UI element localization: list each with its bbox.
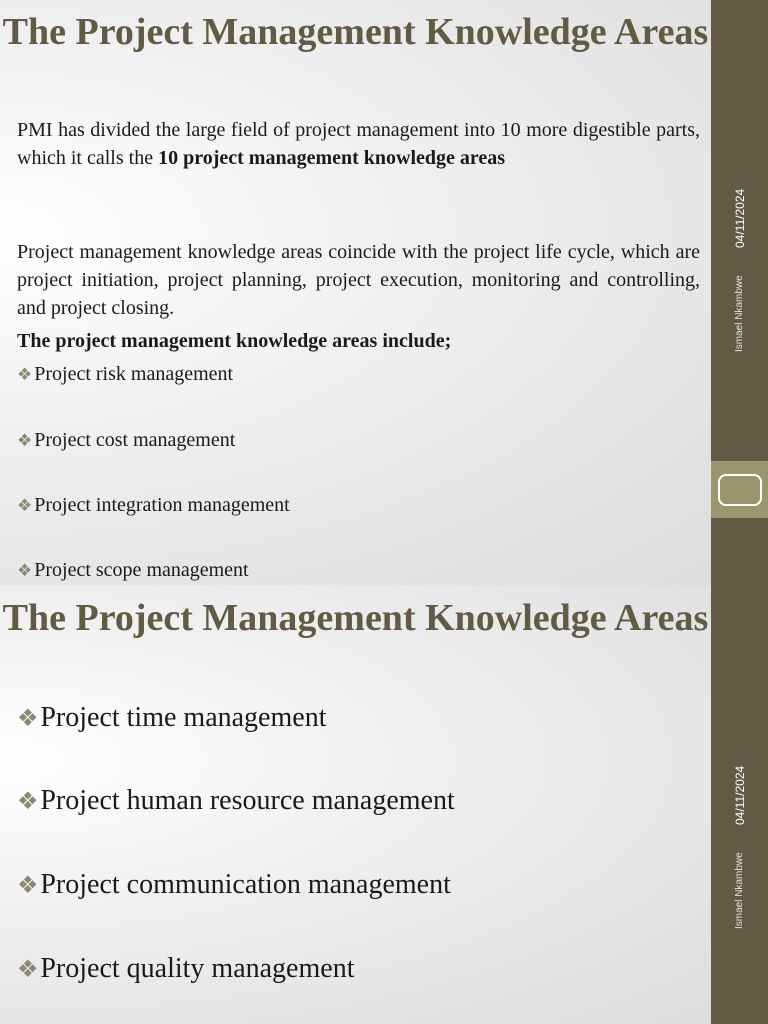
diamond-bullet-icon: ❖	[17, 706, 39, 732]
list-item	[17, 868, 451, 903]
rounded-rectangle-icon	[718, 474, 762, 506]
list-item-label: Project human resource management	[40, 785, 455, 816]
life-cycle-paragraph: Project management knowledge areas coincide with the project life cycle, which are project initiation, project planning, project execution, monitoring and controlling, and project closing.	[17, 241, 700, 319]
slide-title: The Project Management Knowledge Areas	[2, 11, 709, 53]
list-item	[17, 361, 233, 388]
list-item-label: Project communication management	[40, 869, 451, 900]
intro-paragraph-text: PMI has divided the large field of project management into 10 more digestible parts, which it calls the	[17, 119, 700, 169]
intro-paragraph	[17, 116, 700, 172]
slide-title: The Project Management Knowledge Areas	[2, 597, 709, 639]
list-item-label: Project integration management	[34, 494, 290, 516]
intro-paragraph-bold: 10 project management knowledge areas	[158, 147, 506, 169]
list-item-label: Project scope management	[34, 559, 249, 581]
sidebar-author: Ismael Nkambwe	[734, 275, 745, 352]
areas-intro-text: The project management knowledge areas include;	[17, 330, 452, 352]
diamond-bullet-icon: ❖	[17, 789, 39, 815]
list-item-label: Project risk management	[34, 363, 234, 385]
list-item-label: Project cost management	[34, 429, 236, 451]
sidebar-date: 04/11/2024	[733, 188, 747, 248]
diamond-bullet-icon: ❖	[17, 561, 33, 580]
slide-sidebar	[711, 585, 768, 1024]
list-item	[17, 952, 354, 987]
sidebar-author: Ismael Nkambwe	[734, 852, 745, 929]
list-item	[17, 701, 326, 736]
list-item-label: Project quality management	[40, 953, 355, 984]
list-item	[17, 784, 455, 819]
sidebar-date: 04/11/2024	[733, 765, 747, 825]
list-item	[17, 492, 290, 519]
list-item-label: Project time management	[40, 702, 327, 733]
diamond-bullet-icon: ❖	[17, 873, 39, 899]
list-item	[17, 427, 235, 454]
slide-2	[0, 585, 768, 1024]
diamond-bullet-icon: ❖	[17, 957, 39, 983]
list-item	[17, 557, 249, 584]
diamond-bullet-icon: ❖	[17, 431, 33, 450]
areas-intro-heading	[17, 327, 700, 355]
slide-number-tab[interactable]	[711, 461, 768, 518]
diamond-bullet-icon: ❖	[17, 365, 33, 384]
diamond-bullet-icon: ❖	[17, 496, 33, 515]
